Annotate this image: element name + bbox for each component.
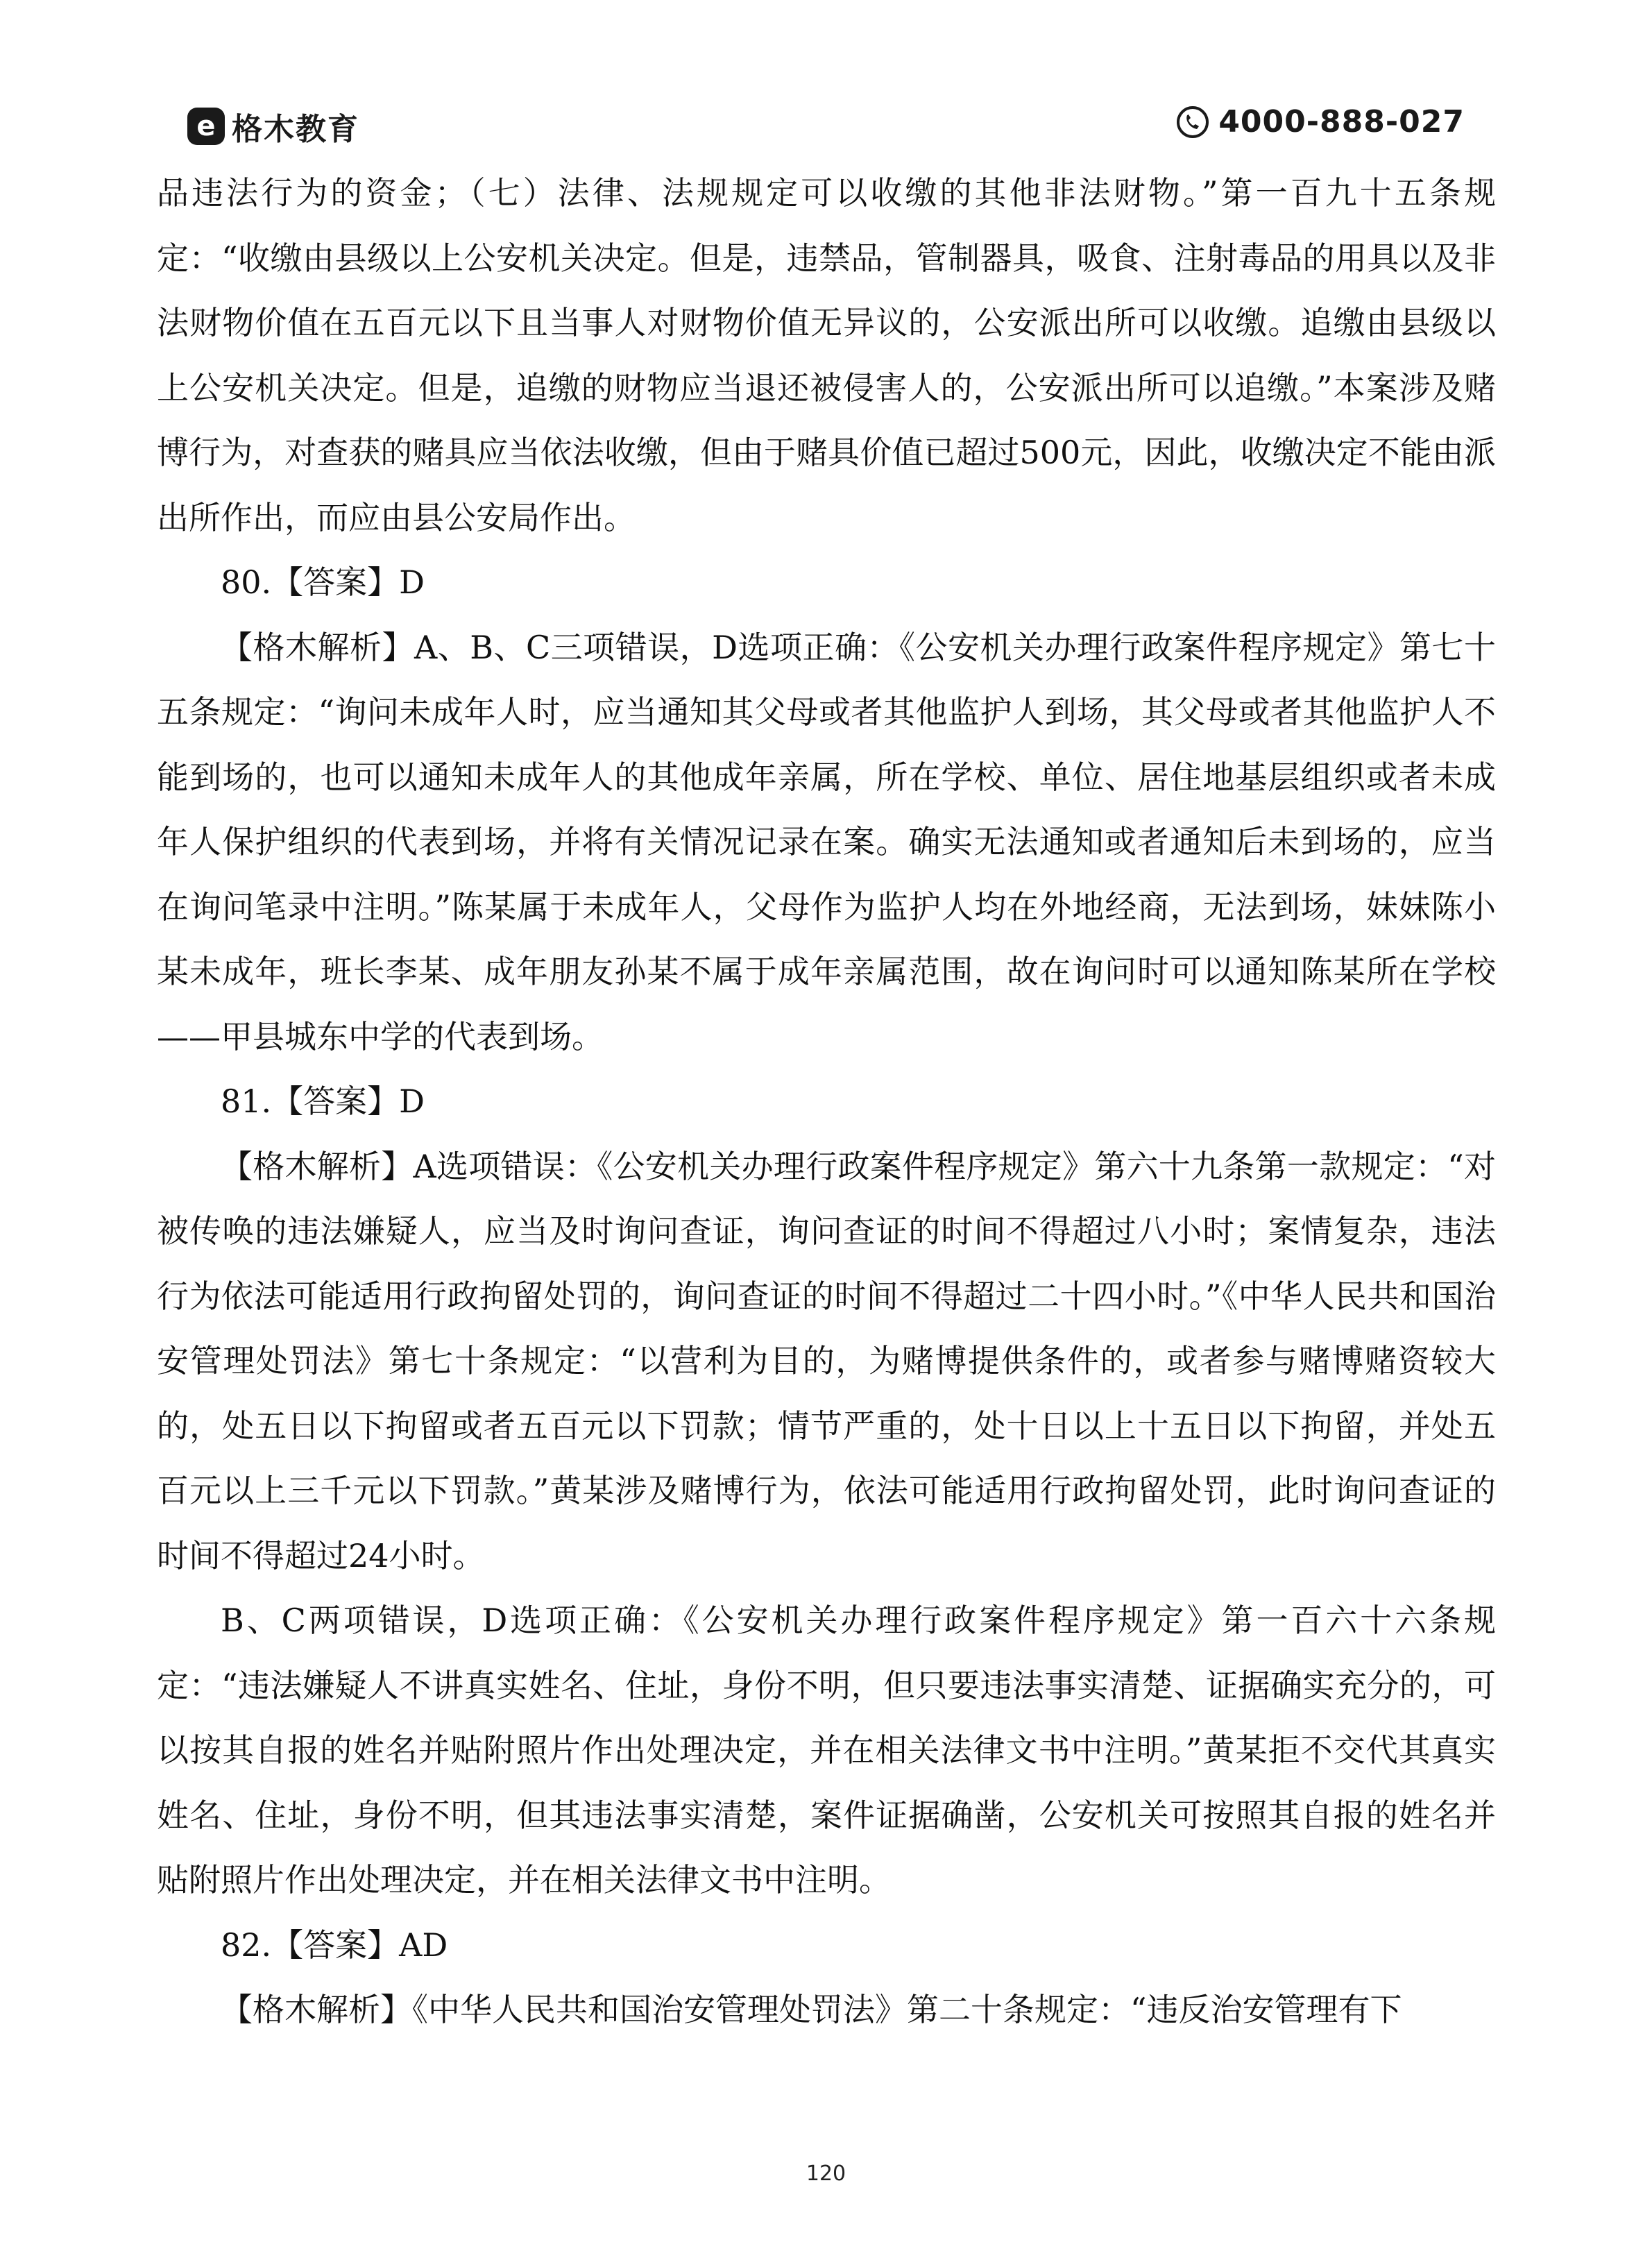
answer-line: 82.【答案】AD <box>221 1926 448 1964</box>
paragraph: 【格木解析】A、B、C三项错误，D选项正确：《公安机关办理行政案件程序规定》第七十五条规定：“询问未成年人时，应当通知其父母或者其他监护人到场，其父母或者其他监护人不能到场的，也可以通知未成年人的其他成年亲属，所在学校、单位、居住地基层组织或者未成年人保护组织的代表到场，并将有关情况记录在案。确实无法通知或者通知后未到场的，应当在询问笔录中注明。”陈某属于未成年人，父母作为监护人均在外地经商，无法到场，妹妹陈小某未成年，班长李某、成年朋友孙某不属于成年亲属范围，故在询问时可以通知陈某所在学校——甲县城东中学的代表到场。 <box>157 628 1496 1055</box>
paragraph: B、C两项错误，D选项正确：《公安机关办理行政案件程序规定》第一百六十六条规定：“违法嫌疑人不讲真实姓名、住址，身份不明，但只要违法事实清楚、证据确实充分的，可以按其自报的姓名并贴附照片作出处理决定，并在相关法律文书中注明。”黄某拒不交代其真实姓名、住址，身份不明，但其违法事实清楚，案件证据确凿，公安机关可按照其自报的姓名并贴附照片作出处理决定，并在相关法律文书中注明。 <box>157 1602 1496 1899</box>
brand-name: 格木教育 <box>232 112 359 147</box>
document-body <box>157 161 1496 2043</box>
brand-logo-icon: e <box>187 108 225 145</box>
paragraph: 【格木解析】A选项错误：《公安机关办理行政案件程序规定》第六十九条第一款规定：“对被传唤的违法嫌疑人，应当及时询问查证，询问查证的时间不得超过八小时；案情复杂，违法行为依法可能适用行政拘留处罚的，询问查证的时间不得超过二十四小时。”《中华人民共和国治安管理处罚法》第七十条规定：“以营利为目的，为赌博提供条件的，或者参与赌博赌资较大的，处五日以下拘留或者五百元以下罚款；情节严重的，处十日以上十五日以下拘留，并处五百元以上三千元以下罚款。”黄某涉及赌博行为，依法可能适用行政拘留处罚，此时询问查证的时间不得超过24小时。 <box>157 1147 1496 1574</box>
answer-line: 80.【答案】D <box>221 563 425 601</box>
page-header <box>0 97 1652 160</box>
phone-number: 4000-888-027 <box>1218 104 1465 139</box>
paragraph: 品违法行为的资金；（七）法律、法规规定可以收缴的其他非法财物。”第一百九十五条规定：“收缴由县级以上公安机关决定。但是，违禁品，管制器具，吸食、注射毒品的用具以及非法财物价值在五百元以下且当事人对财物价值无异议的，公安派出所可以收缴。追缴由县级以上公安机关决定。但是，追缴的财物应当退还被侵害人的，公安派出所可以追缴。”本案涉及赌博行为，对查获的赌具应当依法收缴，但由于赌具价值已超过500元，因此，收缴决定不能由派出所作出，而应由县公安局作出。 <box>157 174 1496 536</box>
phone-icon <box>1175 105 1210 139</box>
paragraph: 【格木解析】《中华人民共和国治安管理处罚法》第二十条规定：“违反治安管理有下 <box>221 1991 1402 2028</box>
brand <box>187 104 359 148</box>
answer-line: 81.【答案】D <box>221 1082 425 1120</box>
phone-contact <box>1175 104 1465 139</box>
page-number: 120 <box>806 2162 846 2186</box>
